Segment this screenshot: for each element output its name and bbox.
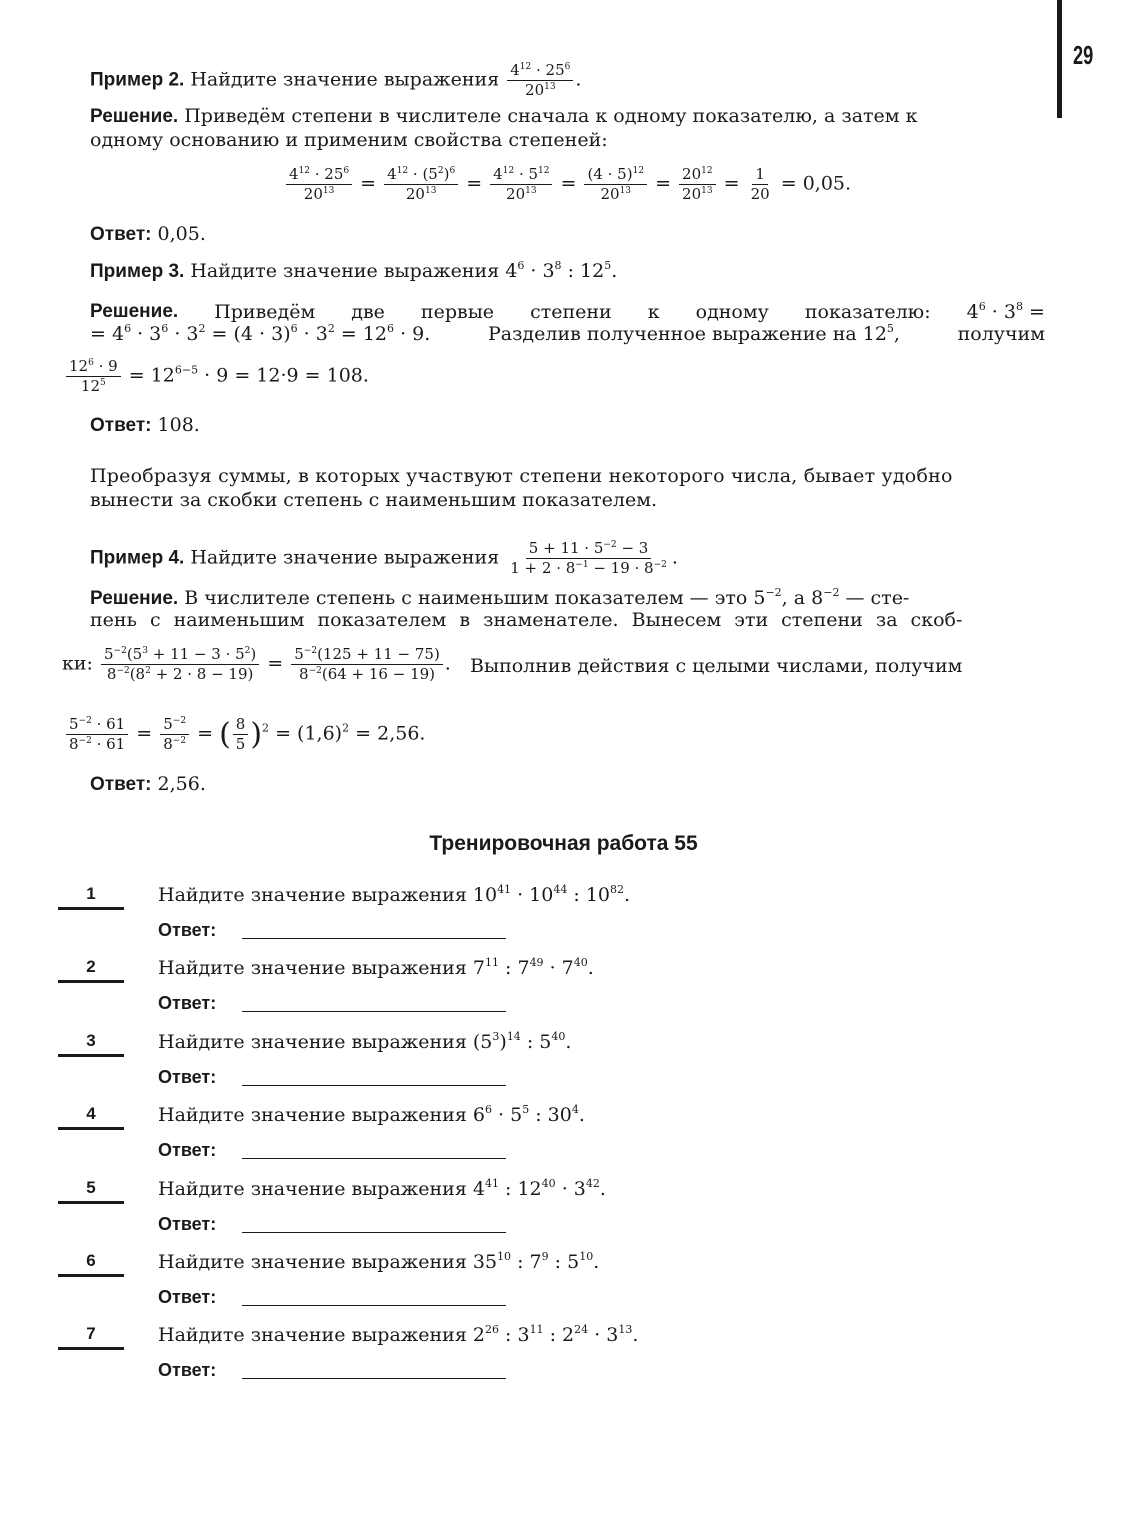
task-text: Найдите значение выражения $(5^3)^{14}$ : $5^{40}$. <box>158 1030 572 1053</box>
example-4-solution-line1: Решение. В числителе степень с наименьшим показателем — это $5^{-2}$, а $8^{-2}$ — сте- <box>90 586 910 609</box>
example-2-fraction: $\frac{4^{12} \cdot 25^6}{20^{13}}$ <box>507 62 573 99</box>
task-text: Найдите значение выражения $2^{26}$ : $3^{11}$ : $2^{24} \cdot 3^{13}$. <box>158 1323 639 1346</box>
task-number: 5 <box>58 1178 124 1204</box>
task-2 <box>58 957 1058 1017</box>
paragraph-line1: Преобразуя суммы, в которых участвуют степени некоторого числа, бывает удобно <box>90 465 953 487</box>
word: одному <box>695 301 769 323</box>
example-4-solution-line2: пень с наименьшим показателем в знаменателе. Вынесем эти степени за скоб- <box>90 609 963 631</box>
task-1 <box>58 884 1058 944</box>
paragraph-line2: вынести за скобки степень с наименьшим показателем. <box>90 489 658 511</box>
task-6 <box>58 1251 1058 1311</box>
solution-label: Решение. <box>90 301 179 322</box>
example-2-solution-line2: одному основанию и применим свойства степеней: <box>90 129 608 151</box>
word: первые <box>420 301 495 323</box>
word: к <box>647 301 660 323</box>
answer-label: Ответ: <box>90 415 152 436</box>
example-3-answer <box>90 413 1045 438</box>
task-number: 7 <box>58 1324 124 1350</box>
example-4-fraction: $\frac{5 + 11 \cdot 5^{-2} - 3}{1 + 2 \cdot 8^{-1} - 19 \cdot 8^{-2}}$ <box>510 539 667 577</box>
task-number: 6 <box>58 1251 124 1277</box>
page-number: 29 <box>1073 40 1094 70</box>
example-4-label: Пример 4. <box>90 547 185 569</box>
solution-text: а <box>793 587 806 609</box>
task-text: Найдите значение выражения $10^{41} \cdot 10^{44}$ : $10^{82}$. <box>158 883 631 906</box>
word: две <box>351 301 385 323</box>
example-3-formula: $\frac{12^6 \cdot 9}{12^5}$ = $12^{6-5} \cdot 9 = 12\cdot 9 = 108$. <box>64 358 369 395</box>
example-2-label: Пример 2. <box>90 69 185 91</box>
example-3-result: = 12·9 = 108. <box>234 364 369 387</box>
example-3-text: Найдите значение выражения <box>190 260 500 282</box>
answer-input-line[interactable] <box>242 1305 506 1306</box>
task-number: 1 <box>58 884 124 910</box>
task-text: Найдите значение выражения $4^{41}$ : $12^{40} \cdot 3^{42}$. <box>158 1177 606 1200</box>
answer-label: Ответ: <box>158 1067 217 1087</box>
answer-input-line[interactable] <box>242 1158 506 1159</box>
example-2-answer <box>90 222 1045 247</box>
solution-label: Решение. <box>90 106 179 127</box>
example-2-formula: $\frac{4^{12} \cdot 25^6}{20^{13}}$ = $\frac{4^{12} \cdot (5^2)^6}{20^{13}}$ = $\frac{4^{12} \cdot 5^{12}}{20^{13}}$ = $\frac{(4 \cdot 5)^{12}}{20^{13}}$ = $\frac{20^{12}}{20^{13}}$ = $\frac{1}{20}$ = 0,05. <box>284 166 851 203</box>
task-text: Найдите значение выражения $7^{11}$ : $7^{49} \cdot 7^{40}$. <box>158 956 594 979</box>
solution-text: Приведём степени в числителе сначала к одному показателю, а затем к <box>184 105 918 127</box>
training-title: Тренировочная работа 55 <box>429 832 698 855</box>
answer-label: Ответ: <box>158 1360 217 1380</box>
task-number: 2 <box>58 957 124 983</box>
example-3-statement: Пример 3. Найдите значение выражения $4^6 \cdot 3^8$ : $12^5$. <box>90 259 618 282</box>
answer-label: Ответ: <box>158 1214 217 1234</box>
solution-text: получим <box>957 323 1045 345</box>
solution-text: В числителе степень с наименьшим показателем — это <box>184 587 748 609</box>
task-7 <box>58 1324 1058 1384</box>
example-2-result: = 0,05. <box>780 172 852 195</box>
formula: $4^6 \cdot 3^8$ = <box>966 300 1045 323</box>
task-number: 4 <box>58 1104 124 1130</box>
example-4-answer <box>90 772 1045 797</box>
answer-input-line[interactable] <box>242 938 506 939</box>
task-4 <box>58 1104 1058 1164</box>
answer-input-line[interactable] <box>242 1232 506 1233</box>
answer-input-line[interactable] <box>242 1378 506 1379</box>
answer-label: Ответ: <box>158 1287 217 1307</box>
solution-text: Разделив полученное выражение на <box>487 323 857 345</box>
example-4-statement: Пример 4. Найдите значение выражения $\frac{5 + 11 \cdot 5^{-2} - 3}{1 + 2 \cdot 8^{-1} - 19 \cdot 8^{-2}}$ . <box>90 539 678 577</box>
answer-label: Ответ: <box>90 224 152 245</box>
answer-input-line[interactable] <box>242 1011 506 1012</box>
task-text: Найдите значение выражения $6^6 \cdot 5^5$ : $30^4$. <box>158 1103 585 1126</box>
example-4-formula: $\frac{5^{-2} \cdot 61}{8^{-2} \cdot 61}$ = $\frac{5^{-2}}{8^{-2}}$ = ( $\frac{8}{5}$ )$^2 = (1,6)^2 = 2,56$. <box>64 716 425 753</box>
example-4-solution-line3: ки: $\frac{5^{-2}(5^3 + 11 - 3 \cdot 5^2)}{8^{-2}(8^2 + 2 \cdot 8 - 19)}$ = $\frac{5^{-2}(125 + 11 - 75)}{8^{-2}(64 + 16 - 19)}$ . <box>62 645 451 683</box>
word: степени <box>530 301 612 323</box>
example-4-result: = 2,56. <box>355 722 426 745</box>
answer-label: Ответ: <box>158 1140 217 1160</box>
word: Приведём <box>214 301 316 323</box>
task-5 <box>58 1178 1058 1238</box>
answer-value: 0,05. <box>157 223 206 245</box>
page-edge-bar <box>1057 0 1062 118</box>
answer-input-line[interactable] <box>242 1085 506 1086</box>
example-4-line3-text: Выполнив действия с целыми числами, получим <box>470 655 963 677</box>
answer-label: Ответ: <box>90 774 152 795</box>
word: показателю: <box>804 301 931 323</box>
example-4-text: Найдите значение выражения <box>190 546 500 569</box>
task-text: Найдите значение выражения $35^{10}$ : $7^9$ : $5^{10}$. <box>158 1250 600 1273</box>
solution-label: Решение. <box>90 588 179 609</box>
example-3-solution-line1 <box>90 300 1045 324</box>
example-3-solution-line2: = $4^6 \cdot 3^6 \cdot 3^2 = (4 \cdot 3)^6 \cdot 3^2 = 12^6 \cdot 9$. Разделив полученное выражение на $12^5$, получим <box>90 322 1045 345</box>
answer-label: Ответ: <box>158 993 217 1013</box>
task-number: 3 <box>58 1031 124 1057</box>
answer-value: 2,56. <box>157 773 206 795</box>
answer-label: Ответ: <box>158 920 217 940</box>
example-2-text: Найдите значение выражения <box>190 68 500 91</box>
example-2-solution-line1 <box>90 104 1045 129</box>
example-3-label: Пример 3. <box>90 261 185 282</box>
formula: = $4^6 \cdot 3^6 \cdot 3^2 = (4 \cdot 3)^6 \cdot 3^2 = 12^6 \cdot 9$. <box>90 322 431 345</box>
example-2-statement: Пример 2. Найдите значение выражения $\frac{4^{12} \cdot 25^6}{20^{13}}$ . <box>90 61 582 99</box>
task-3 <box>58 1031 1058 1091</box>
solution-text: — сте- <box>845 587 910 609</box>
solution-text: ки: <box>62 652 93 675</box>
answer-value: 108. <box>157 414 200 436</box>
